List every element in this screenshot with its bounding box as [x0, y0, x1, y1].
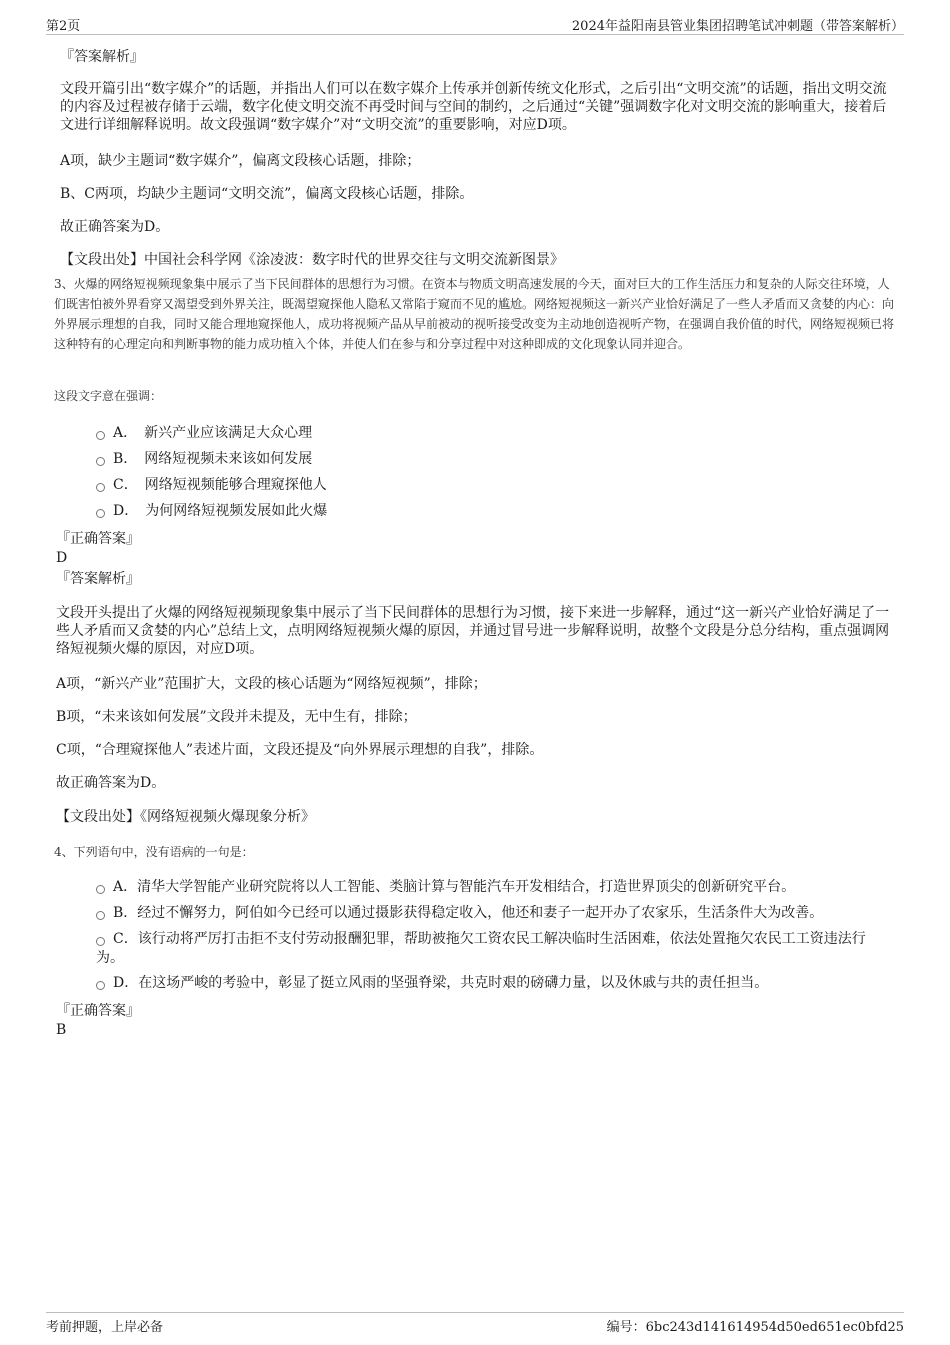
q3-analysis-label: 『答案解析』 — [56, 571, 140, 587]
q3-exclude-a: A项，“新兴产业”范围扩大，文段的核心话题为“网络短视频”，排除； — [56, 676, 487, 692]
q3-analysis-text: 文段开头提出了火爆的网络短视频现象集中展示了当下民间群体的思想行为习惯，接下来进一步解释，通过“这一新兴产业恰好满足了一些人矛盾而又贪婪的内心”总结上文，点明网络短视频火爆的原因，并通过冒号进一步解释说明，故整个文段是分总分结构，重点强调网络短视频火爆的原因，对应D项。 — [56, 605, 890, 657]
radio-icon[interactable] — [96, 483, 105, 492]
q2-exclude-a: A项，缺少主题词“数字媒介”，偏离文段核心话题，排除； — [60, 153, 421, 169]
q3-source: 【文段出处】《网络短视频火爆现象分析》 — [56, 809, 315, 825]
page-footer — [46, 1312, 904, 1337]
q3-stem: 3、火爆的网络短视频现象集中展示了当下民间群体的思想行为习惯。在资本与物质文明高速发展的今天，面对巨大的工作生活压力和复杂的人际交往环境，人们既害怕被外界看穿又渴望受到外界关注，既渴望窥探他人隐私又常陷于窥而不见的尴尬。网络短视频这一新兴产业恰好满足了一些人矛盾而又贪婪的内心：向外界展示理想的自我，同时又能合理地窥探他人，成功将视频产品从早前被动的视听接受改变为主动地创造视听产物，在强调自我价值的时代，网络短视频已将这种特有的心理定向和判断事物的能力成功植入个体，并使人们在参与和分享过程中对这种即成的文化现象认同并迎合。 — [54, 277, 895, 351]
q3-question: 这段文字意在强调： — [54, 389, 163, 403]
q3-exclude-b: B项，“未来该如何发展”文段并未提及，无中生有，排除； — [56, 709, 417, 725]
q2-exclude-bc: B、C两项，均缺少主题词“文明交流”，偏离文段核心话题，排除。 — [60, 186, 474, 202]
q2-analysis-text: 文段开篇引出“数字媒介”的话题，并指出人们可以在数字媒介上传承并创新传统文化形式，之后引出“文明交流”的话题，指出文明交流的内容及过程被存储于云端，数字化使文明交流不再受时间与空间的制约，之后通过“关键”强调数字化对文明交流的影响重大，接着后文进行详细解释说明。故文段强调“数字媒介”对“文明交流”的重要影响，对应D项。 — [60, 81, 887, 133]
radio-icon[interactable] — [96, 431, 105, 440]
q2-source: 【文段出处】中国社会科学网《涂凌波：数字时代的世界交往与文明交流新图景》 — [60, 252, 564, 268]
q3-conclusion: 故正确答案为D。 — [56, 775, 166, 791]
radio-icon[interactable] — [96, 509, 105, 518]
q3-option-c[interactable]: C． 网络短视频能够合理窥探他人 — [96, 476, 327, 495]
q4-option-c[interactable]: C．该行动将严厉打击拒不支付劳动报酬犯罪，帮助被拖欠工资农民工解决临时生活困难，依法处置拖欠农民工工资违法行为。 — [96, 931, 866, 966]
q4-option-d[interactable]: D．在这场严峻的考验中，彰显了挺立风雨的坚强脊梁，共克时艰的磅礴力量，以及休戚与共的责任担当。 — [96, 974, 892, 993]
q3-answer: D — [56, 550, 68, 566]
radio-icon[interactable] — [96, 911, 105, 920]
q3-exclude-c: C项，“合理窥探他人”表述片面，文段还提及“向外界展示理想的自我”，排除。 — [56, 742, 544, 758]
q3-option-a[interactable]: A． 新兴产业应该满足大众心理 — [96, 424, 312, 443]
q4-option-b[interactable]: B．经过不懈努力，阿伯如今已经可以通过摄影获得稳定收入，他还和妻子一起开办了农家乐，生活条件大为改善。 — [96, 904, 892, 923]
q4-answer: B — [56, 1022, 67, 1038]
q3-option-d[interactable]: D． 为何网络短视频发展如此火爆 — [96, 502, 327, 521]
q3-answer-label: 『正确答案』 — [56, 531, 140, 547]
radio-icon[interactable] — [96, 457, 105, 466]
page-number: 第2页 — [46, 19, 81, 34]
q4-stem: 4、下列语句中，没有语病的一句是： — [54, 845, 254, 859]
q2-analysis-label: 『答案解析』 — [60, 49, 144, 65]
radio-icon[interactable] — [96, 937, 105, 946]
document-title: 2024年益阳南县管业集团招聘笔试冲刺题（带答案解析） — [571, 19, 904, 34]
q3-option-b[interactable]: B． 网络短视频未来该如何发展 — [96, 450, 312, 469]
radio-icon[interactable] — [96, 981, 105, 990]
q2-conclusion: 故正确答案为D。 — [60, 219, 170, 235]
document-id: 编号：6bc243d141614954d50ed651ec0bfd25 — [606, 1320, 904, 1335]
page-header — [46, 12, 904, 35]
q4-option-a[interactable]: A．清华大学智能产业研究院将以人工智能、类脑计算与智能汽车开发相结合，打造世界顶尖的创新研究平台。 — [96, 878, 892, 897]
q4-answer-label: 『正确答案』 — [56, 1003, 140, 1019]
footer-slogan: 考前押题，上岸必备 — [46, 1320, 164, 1335]
radio-icon[interactable] — [96, 885, 105, 894]
